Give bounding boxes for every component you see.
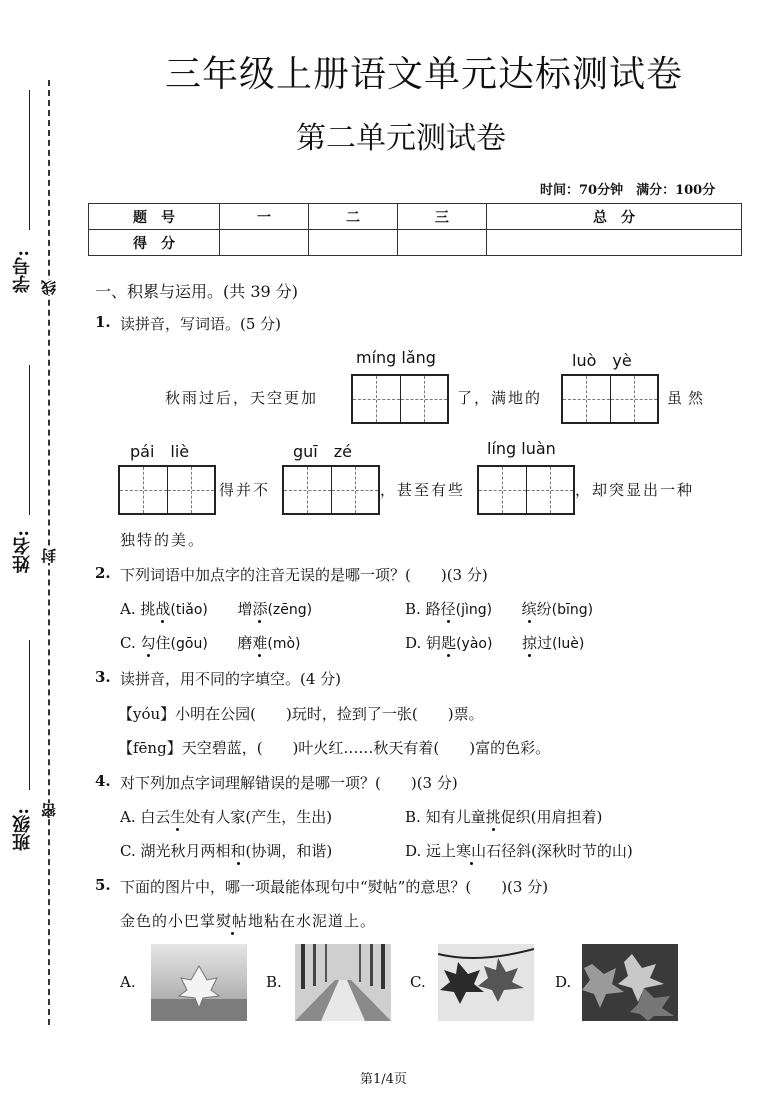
fill-blank-line[interactable]: 【yóu】小明在公园( )玩时，捡到了一张( )票。: [118, 705, 484, 723]
line-mark: 线: [40, 280, 58, 295]
pinyin: (mò): [267, 636, 301, 652]
question-title: 对下列加点字词理解错误的是哪一项？( )(3 分): [120, 774, 458, 792]
name-label: 姓名:: [12, 530, 33, 573]
option-label: B.: [405, 600, 421, 618]
dotted-char: 难: [252, 634, 268, 652]
question-text: ，甚至有些: [380, 481, 466, 499]
class-line: [29, 640, 30, 790]
pinyin-label: míng lǎng: [356, 348, 436, 367]
question-title: 下列词语中加点字的注音无误的是哪一项？( )(3 分): [120, 566, 488, 584]
table-cell: 一: [220, 204, 309, 230]
student-id-label: 学号:: [12, 250, 33, 293]
score-input-cell[interactable]: [397, 230, 486, 256]
table-cell: 二: [308, 204, 397, 230]
word-part: 磨: [237, 634, 253, 652]
option-text: 湖光秋月两相: [140, 842, 231, 860]
option-label: A.: [120, 808, 136, 826]
dotted-char: 生: [170, 808, 186, 826]
answer-grid-box[interactable]: [561, 374, 659, 424]
answer-grid-box[interactable]: [282, 465, 380, 515]
question-sentence: [120, 910, 376, 931]
pinyin: (bīng): [551, 602, 594, 618]
table-row: [89, 230, 742, 256]
option-text: 促织(用肩担着): [500, 808, 603, 826]
word-part: 纷: [536, 600, 552, 618]
dotted-char: 寒山: [456, 842, 487, 860]
page-title: 三年级上册语文单元达标测试卷: [165, 54, 684, 95]
score-input-cell[interactable]: [486, 230, 741, 256]
fill-blank-line[interactable]: 【fēng】天空碧蓝，( )叶火红……秋天有着( )富的色彩。: [118, 739, 551, 757]
option-a[interactable]: [120, 598, 312, 619]
option-text: 知有儿童: [425, 808, 486, 826]
option-label-c[interactable]: C.: [410, 973, 426, 991]
pinyin-label: líng luàn: [487, 439, 556, 458]
pinyin: (tiǎo): [170, 602, 208, 618]
question-text: 虽然: [667, 389, 710, 407]
option-label-b[interactable]: B.: [266, 973, 282, 991]
hanging-leaves-image[interactable]: [438, 944, 534, 1021]
dotted-char: 勾: [140, 634, 156, 652]
question-text: ，却突显出一种: [575, 481, 695, 499]
option-a[interactable]: [120, 806, 332, 827]
option-label-a[interactable]: A.: [120, 973, 136, 991]
option-text: 石径斜(深秋时节的山): [486, 842, 633, 860]
dotted-char: 缤: [521, 600, 537, 618]
page-subtitle: 第二单元测试卷: [296, 121, 506, 156]
tree-lined-road-image[interactable]: [295, 944, 391, 1021]
question-title: 读拼音，用不同的字填空。(4 分): [120, 670, 342, 688]
option-text: 处有人家(产生，生出): [185, 808, 333, 826]
dotted-char: 匙: [441, 634, 457, 652]
option-label: D.: [405, 634, 422, 652]
word-part: 钥: [426, 634, 442, 652]
dotted-char: 和: [230, 842, 246, 860]
question-title: 读拼音，写词语。(5 分): [120, 315, 282, 333]
dotted-char: 掠: [522, 634, 538, 652]
seal-mark: 封: [40, 548, 58, 563]
question-number: 4.: [95, 772, 111, 790]
option-d[interactable]: [405, 632, 584, 653]
option-label: B.: [405, 808, 421, 826]
option-c[interactable]: [120, 840, 332, 861]
score-input-cell[interactable]: [220, 230, 309, 256]
pinyin: (yào): [456, 636, 493, 652]
word-part: 挑: [140, 600, 156, 618]
option-label-d[interactable]: D.: [555, 973, 572, 991]
table-cell: 题 号: [89, 204, 220, 230]
section-heading: 一、积累与运用。(共 39 分): [95, 282, 299, 301]
question-text: 独特的美。: [120, 531, 206, 549]
option-text: 白云: [140, 808, 171, 826]
secret-mark: 密: [40, 803, 58, 818]
answer-grid-box[interactable]: [118, 465, 216, 515]
question-text: 得并不: [219, 481, 271, 499]
option-label: D.: [405, 842, 422, 860]
dotted-char: 熨帖: [216, 912, 249, 930]
word-part: 路: [425, 600, 441, 618]
option-text: (协调，和谐): [245, 842, 333, 860]
pinyin: (zēng): [267, 602, 313, 618]
option-c[interactable]: [120, 632, 301, 653]
class-label: 班级:: [12, 808, 33, 851]
option-b[interactable]: [405, 598, 593, 619]
pinyin: (gōu): [170, 636, 208, 652]
option-d[interactable]: [405, 840, 633, 861]
option-text: 远上: [426, 842, 457, 860]
word-part: 过: [537, 634, 553, 652]
pinyin: (jìng): [455, 602, 493, 618]
sentence-part: 金色的小巴掌: [120, 912, 217, 930]
dotted-char: 战: [155, 600, 171, 618]
question-text: 了，满地的: [457, 389, 543, 407]
exam-meta: 时间：70分钟 满分：100分: [540, 183, 716, 198]
score-input-cell[interactable]: [308, 230, 397, 256]
page-number: 第1/4页: [360, 1072, 407, 1087]
answer-grid-box[interactable]: [477, 465, 575, 515]
table-row: [89, 204, 742, 230]
dotted-char: 添: [252, 600, 268, 618]
sentence-part: 地粘在水泥道上。: [248, 912, 377, 930]
pile-of-leaves-image[interactable]: [582, 944, 678, 1021]
dotted-char: 挑: [485, 808, 501, 826]
table-cell: 总 分: [486, 204, 741, 230]
pinyin-label: pái liè: [130, 442, 190, 461]
question-number: 2.: [95, 564, 111, 582]
table-cell: 三: [397, 204, 486, 230]
option-label: A.: [120, 600, 136, 618]
pinyin-label: guī zé: [293, 442, 352, 461]
option-b[interactable]: [405, 806, 602, 827]
question-title: 下面的图片中，哪一项最能体现句中“熨帖”的意思？( )(3 分): [120, 878, 549, 896]
option-label: C.: [120, 842, 136, 860]
pinyin: (luè): [552, 636, 585, 652]
question-number: 1.: [95, 313, 111, 331]
pinyin-label: luò yè: [572, 351, 632, 370]
question-number: 3.: [95, 668, 111, 686]
score-table: [88, 203, 742, 256]
option-label: C.: [120, 634, 136, 652]
word-part: 增: [237, 600, 253, 618]
dotted-char: 径: [440, 600, 456, 618]
student-id-line: [29, 90, 30, 230]
leaf-on-ground-image[interactable]: [151, 944, 247, 1021]
name-line: [29, 365, 30, 515]
question-number: 5.: [95, 876, 111, 894]
table-cell: 得 分: [89, 230, 220, 256]
word-part: 住: [155, 634, 171, 652]
answer-grid-box[interactable]: [351, 374, 449, 424]
question-text: 秋雨过后，天空更加: [165, 389, 319, 407]
